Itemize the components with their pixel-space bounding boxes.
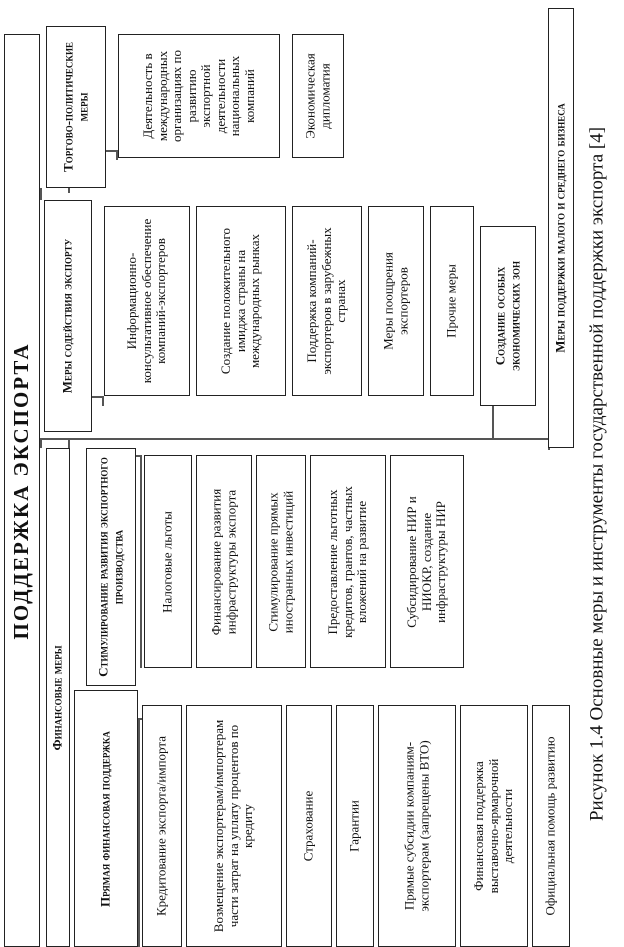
trade-policy-box [46,26,106,188]
promotion-item: Меры поощрения экспортеров [368,206,424,396]
stimulation-box [86,448,136,686]
stimulation-heading: Стимулирование развития экспортного производства [95,457,125,677]
financial-measures-heading: Финансовые меры [49,644,65,751]
direct-item: Гарантии [336,705,374,947]
connector [102,396,104,406]
promotion-item: Создание положительного имиджа страны на международных рынках [196,206,286,396]
promotion-heading: Меры содействия экспорту [59,238,75,394]
promotion-item: Информационно-консультативное обеспечение компаний-экспортеров [104,206,190,396]
direct-item: Прямые субсидии компаниям-экспортерам (запрещены ВТО) [378,705,456,947]
sez-box [480,226,536,406]
promotion-item: Прочие меры [430,206,474,396]
trade-policy-heading: Торгово-политические меры [60,42,90,172]
connector [68,188,70,193]
direct-item: Кредитование экспорта/импорта [142,705,182,947]
stimulation-item: Финансирование развития инфраструктуры экспорта [196,455,252,668]
direct-support-box [74,690,138,947]
direct-item: Финансовая поддержка выставочно-ярмарочной деятельности [460,705,528,947]
caption-text: Рисунок 1.4 Основные меры и инструменты государственной поддержки экспорта [4] [586,126,608,821]
stimulation-item: Субсидирование НИР и НИОКР, создание инфраструктуры НИР [390,455,464,668]
connector [40,438,42,448]
direct-item: Официальная помощь развитию [532,705,570,947]
sme-label: Меры поддержки малого и среднего бизнеса [552,103,568,353]
figure-caption [570,0,624,947]
connector [40,188,42,200]
root-box [4,34,40,947]
direct-item: Возмещение экспортерам/импортерам части затрат на уплату процентов по кредиту [186,705,282,947]
sez-label: Создание особых экономических зон [492,260,522,372]
financial-measures-box [46,448,70,947]
connector [138,718,140,947]
trade-item: Деятельность в международных организациях по развитию экспортной деятельности национальных компаний [118,34,280,158]
connector [30,438,550,440]
connector [140,455,142,668]
promotion-item: Поддержка компаний-экспортеров в зарубежных странах [292,206,362,396]
direct-support-heading: Прямая финансовая поддержка [97,730,113,907]
root-title: ПОДДЕРЖКА ЭКСПОРТА [9,342,34,640]
stimulation-item: Стимулирование прямых иностранных инвестиций [256,455,306,668]
direct-item: Страхование [286,705,332,947]
promotion-box [44,200,92,432]
trade-item: Экономическая дипломатия [292,34,344,158]
stimulation-item: Предоставление льготных кредитов, грантов, частных вложений на развитие [310,455,386,668]
stimulation-item: Налоговые льготы [144,455,192,668]
